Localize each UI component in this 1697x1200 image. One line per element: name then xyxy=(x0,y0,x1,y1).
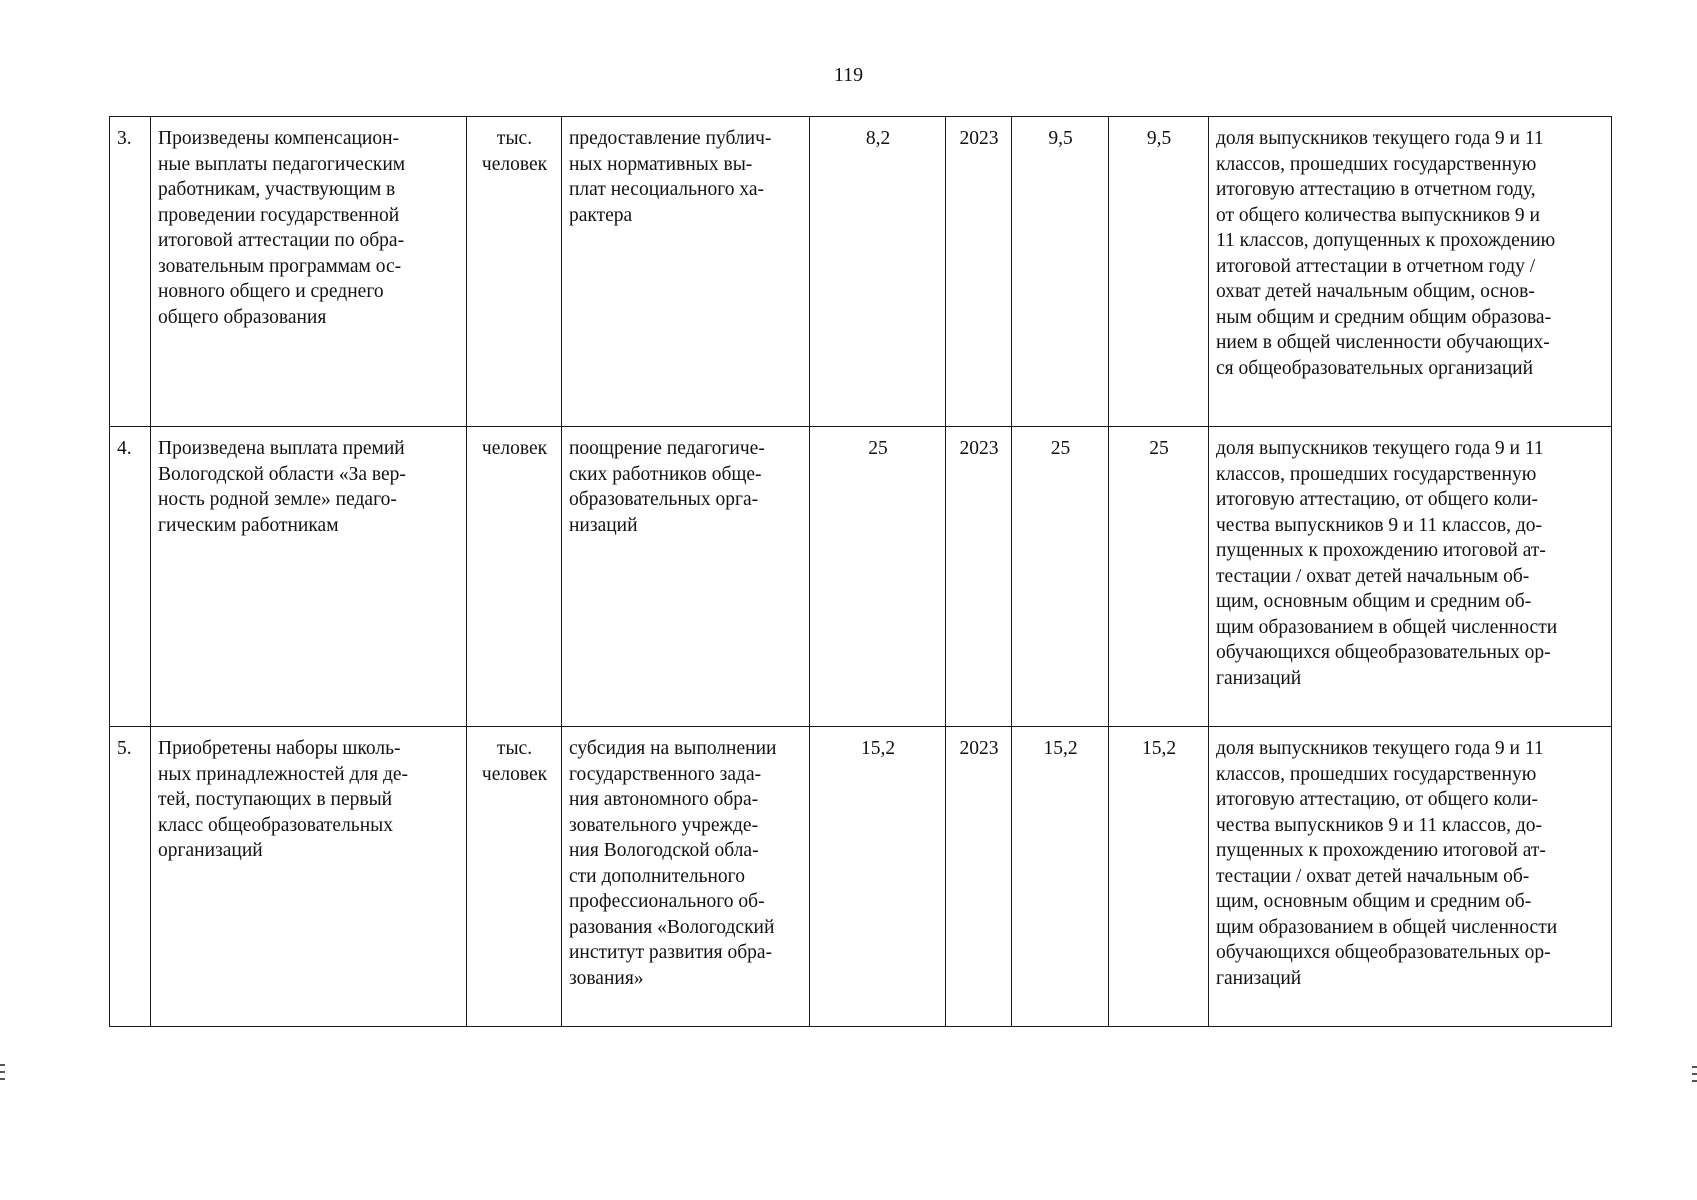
result-cell: Приобретены наборы школь- ных принадлежностей для де- тей, поступающих в первый класс общеобразовательных организаций xyxy=(151,727,467,1027)
value-cell: 25 xyxy=(1012,427,1109,727)
scan-mark-left xyxy=(0,1064,5,1066)
page-number: 119 xyxy=(833,64,864,86)
value-cell: 15,2 xyxy=(1012,727,1109,1027)
unit-cell: тыс. человек xyxy=(467,727,562,1027)
row-number: 5. xyxy=(110,727,151,1027)
result-cell: Произведена выплата премий Вологодской области «За вер- ность родной земле» педаго- гическим работникам xyxy=(151,427,467,727)
row-number: 3. xyxy=(110,117,151,427)
value-cell: 25 xyxy=(810,427,946,727)
value-cell: 15,2 xyxy=(810,727,946,1027)
value-cell: 8,2 xyxy=(810,117,946,427)
indicator-cell: доля выпускников текущего года 9 и 11 классов, прошедших государственную итоговую аттестацию, от общего коли- чества выпускников 9 и 11 классов, до- пущенных к прохождению итоговой ат- тестации / охват детей начальным об- щим, основным общим и средним об- щим образованием в общей численности обучающихся общеобразовательных ор- ганизаций xyxy=(1209,427,1612,727)
measures-table xyxy=(109,116,1612,1027)
value-cell: 9,5 xyxy=(1109,117,1209,427)
table-row xyxy=(110,727,1612,1027)
scan-mark-right xyxy=(1692,1080,1697,1082)
indicator-cell: доля выпускников текущего года 9 и 11 классов, прошедших государственную итоговую аттестацию в отчетном году, от общего количества выпускников 9 и 11 классов, допущенных к прохождению итоговой аттестации в отчетном году / охват детей начальным общим, основ- ным общим и средним общим образова- нием в общей численности обучающих- ся общеобразовательных организаций xyxy=(1209,117,1612,427)
unit-cell: человек xyxy=(467,427,562,727)
scan-mark-left xyxy=(0,1071,5,1073)
scan-mark-right xyxy=(1692,1073,1697,1075)
year-cell: 2023 xyxy=(946,727,1012,1027)
mechanism-cell: субсидия на выполнении государственного зада- ния автономного обра- зовательного учрежде- ния Вологодской обла- сти дополнительного профессионального об- разования «Вологодский институт развития обра- зования» xyxy=(562,727,810,1027)
scan-mark-right xyxy=(1692,1066,1697,1068)
row-number: 4. xyxy=(110,427,151,727)
mechanism-cell: предоставление публич- ных нормативных вы- плат несоциального ха- рактера xyxy=(562,117,810,427)
year-cell: 2023 xyxy=(946,427,1012,727)
result-cell: Произведены компенсацион- ные выплаты педагогическим работникам, участвующим в проведении государственной итоговой аттестации по обра- зовательным программам ос- новного общего и среднего общего образования xyxy=(151,117,467,427)
table-row xyxy=(110,117,1612,427)
unit-cell: тыс. человек xyxy=(467,117,562,427)
value-cell: 25 xyxy=(1109,427,1209,727)
scan-mark-left xyxy=(0,1078,5,1080)
mechanism-cell: поощрение педагогиче- ских работников обще- образовательных орга- низаций xyxy=(562,427,810,727)
value-cell: 15,2 xyxy=(1109,727,1209,1027)
value-cell: 9,5 xyxy=(1012,117,1109,427)
indicator-cell: доля выпускников текущего года 9 и 11 классов, прошедших государственную итоговую аттестацию, от общего коли- чества выпускников 9 и 11 классов, до- пущенных к прохождению итоговой ат- тестации / охват детей начальным об- щим, основным общим и средним об- щим образованием в общей численности обучающихся общеобразовательных ор- ганизаций xyxy=(1209,727,1612,1027)
table-row xyxy=(110,427,1612,727)
year-cell: 2023 xyxy=(946,117,1012,427)
